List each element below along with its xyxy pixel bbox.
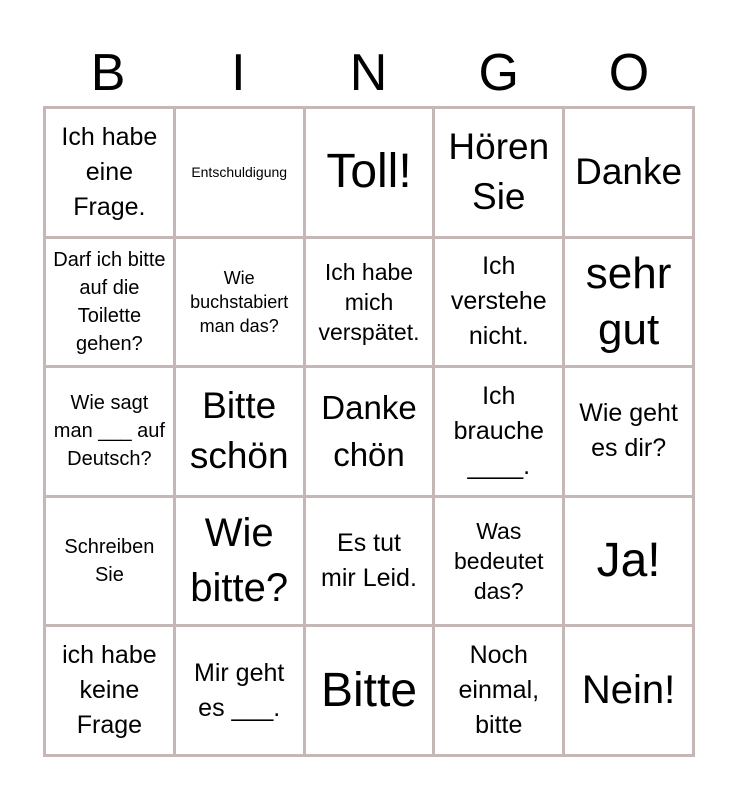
cell-text: ich habe keine Frage <box>62 641 157 740</box>
bingo-cell[interactable] <box>176 368 303 495</box>
cell-text: Wie bitte? <box>190 511 289 611</box>
bingo-cell[interactable] <box>565 109 692 236</box>
cell-text: Wie buchstabiert man das? <box>190 267 289 336</box>
cell-text: Entschuldigung <box>191 163 288 180</box>
cell-text: Ich brauche ____. <box>453 381 544 480</box>
cell-text: Nein! <box>581 668 676 713</box>
bingo-cell[interactable] <box>176 498 303 625</box>
cell-text: Mir geht es ___. <box>194 658 285 722</box>
header-letter-o: O <box>608 44 650 102</box>
cell-text: Ich verstehe nicht. <box>450 252 547 351</box>
bingo-header <box>43 40 694 106</box>
bingo-cell[interactable] <box>306 368 433 495</box>
cell-text: Wie geht es dir? <box>579 399 678 463</box>
bingo-cell[interactable] <box>435 239 562 366</box>
bingo-cell[interactable] <box>435 627 562 754</box>
header-letter-g: G <box>478 44 519 102</box>
bingo-cell[interactable] <box>46 239 173 366</box>
header-letter-n: N <box>349 44 388 102</box>
cell-text: Was bedeutet das? <box>454 518 544 605</box>
header-letter-b: B <box>90 44 126 102</box>
bingo-cell[interactable] <box>435 109 562 236</box>
cell-text: sehr gut <box>585 248 672 354</box>
cell-text: Schreiben Sie <box>64 536 155 587</box>
cell-text: Bitte schön <box>189 385 289 477</box>
cell-text: Wie sagt man ___ auf Deutsch? <box>53 392 165 471</box>
cell-text: Noch einmal, bitte <box>458 641 540 740</box>
cell-text: Ich habe mich verspätet. <box>318 258 420 345</box>
cell-text: Ja! <box>596 534 661 588</box>
bingo-cell[interactable] <box>565 368 692 495</box>
bingo-cell[interactable] <box>435 368 562 495</box>
bingo-cell[interactable] <box>435 498 562 625</box>
cell-text: Darf ich bitte auf die Toilette gehen? <box>53 248 166 355</box>
cell-text: Hören Sie <box>448 126 550 218</box>
bingo-cell[interactable] <box>306 239 433 366</box>
bingo-cell[interactable] <box>176 239 303 366</box>
cell-text: Bitte <box>320 663 418 717</box>
bingo-cell[interactable] <box>306 627 433 754</box>
cell-text: Es tut mir Leid. <box>321 529 417 593</box>
bingo-cell[interactable] <box>46 368 173 495</box>
cell-text: Toll! <box>326 145 412 199</box>
bingo-cell[interactable] <box>176 627 303 754</box>
bingo-cell[interactable] <box>46 109 173 236</box>
bingo-cell[interactable] <box>306 109 433 236</box>
bingo-cell[interactable] <box>46 627 173 754</box>
cell-text: Danke <box>575 151 683 193</box>
bingo-cell[interactable] <box>565 498 692 625</box>
cell-text: Danke chön <box>321 389 417 474</box>
bingo-cell[interactable] <box>565 239 692 366</box>
header-letter-i: I <box>231 44 246 102</box>
bingo-cell[interactable] <box>176 109 303 236</box>
bingo-cell[interactable] <box>306 498 433 625</box>
bingo-cell[interactable] <box>46 498 173 625</box>
bingo-cell[interactable] <box>565 627 692 754</box>
bingo-grid <box>43 106 695 757</box>
cell-text: Ich habe eine Frage. <box>61 122 158 221</box>
